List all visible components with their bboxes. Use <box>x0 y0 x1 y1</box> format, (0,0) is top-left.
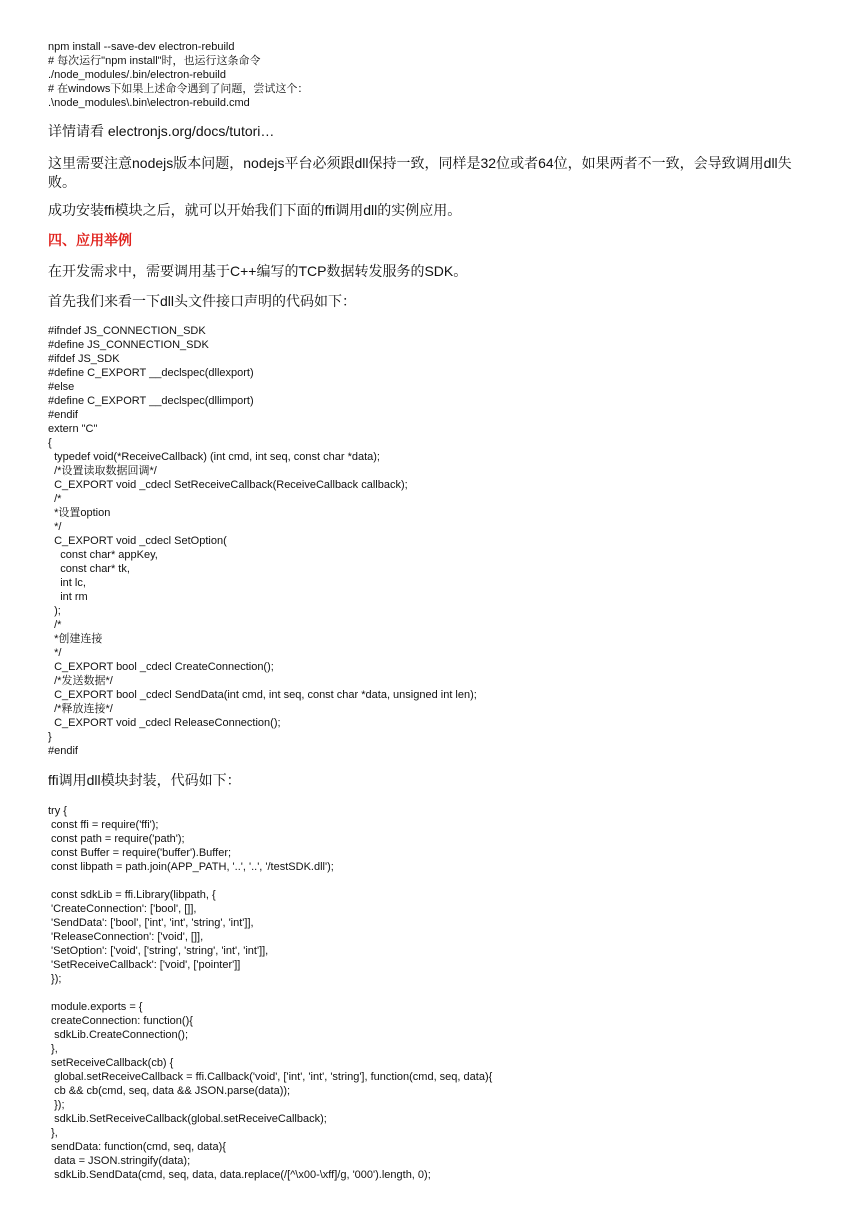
code-block-install: npm install --save-dev electron-rebuild # 每次运行"npm install"时，也运行这条命令 ./node_modules/.bin/electron-rebuild # 在windows下如果上述命令遇到了问题，尝试这个： .\node_modules\.bin\electron-rebuild.cmd <box>48 41 309 109</box>
section-heading: 四、应用举例 <box>48 232 132 248</box>
details-link[interactable]: electronjs.org/docs/tutori… <box>107 123 275 139</box>
header-intro-paragraph: 首先我们来看一下dll头文件接口声明的代码如下： <box>48 293 357 309</box>
ffi-ready-paragraph: 成功安装ffi模块之后，就可以开始我们下面的ffi调用dll的实例应用。 <box>48 202 462 218</box>
details-prefix: 详情请看 <box>48 123 108 139</box>
details-paragraph <box>48 122 274 141</box>
code-block-header: #ifndef JS_CONNECTION_SDK #define JS_CONNECTION_SDK #ifdef JS_SDK #define C_EXPORT __declspec(dllexport) #else #define C_EXPORT __declspec(dllimport) #endif extern "C" { typedef void(*ReceiveCallback) (int cmd, int seq, const char *data); /*设置读取数据回调*/ C_EXPORT void _cdecl SetReceiveCallback(ReceiveCallback callback); /* *设置option */ C_EXPORT void _cdecl SetOption( const char* appKey, const char* tk, int lc, int rm ); /* *创建连接 */ C_EXPORT bool _cdecl CreateConnection(); /*发送数据*/ C_EXPORT bool _cdecl SendData(int cmd, int seq, const char *data, unsigned int len); /*释放连接*/ C_EXPORT void _cdecl ReleaseConnection(); } #endif <box>48 325 477 757</box>
code-block-ffi: try { const ffi = require('ffi'); const path = require('path'); const Buffer = require('buffer').Buffer; const libpath = path.join(APP_PATH, '..', '..', '/testSDK.dll'); const sdkLib = ffi.Library(libpath, { 'CreateConnection': ['bool', []], 'SendData': ['bool', ['int', 'int', 'string', 'int']], 'ReleaseConnection': ['void', []], 'SetOption': ['void', ['string', 'string', 'int', 'int']], 'SetReceiveCallback': ['void', ['pointer']] }); module.exports = { createConnection: function(){ sdkLib.CreateConnection(); }, setReceiveCallback(cb) { global.setReceiveCallback = ffi.Callback('void', ['int', 'int', 'string'], function(cmd, seq, data){ cb && cb(cmd, seq, data && JSON.parse(data)); }); sdkLib.SetReceiveCallback(global.setReceiveCallback); }, sendData: function(cmd, seq, data){ data = JSON.stringify(data); sdkLib.SendData(cmd, seq, data, data.replace(/[^\x00-\xff]/g, '000').length, 0); <box>48 805 493 1181</box>
version-note-paragraph: 这里需要注意nodejs版本问题，nodejs平台必须跟dll保持一致，同样是32位或者64位，如果两者不一致，会导致调用dll失败。 <box>48 155 792 190</box>
sdk-intro-paragraph: 在开发需求中，需要调用基于C++编写的TCP数据转发服务的SDK。 <box>48 263 468 279</box>
ffi-intro-paragraph: ffi调用dll模块封装，代码如下： <box>48 772 241 788</box>
